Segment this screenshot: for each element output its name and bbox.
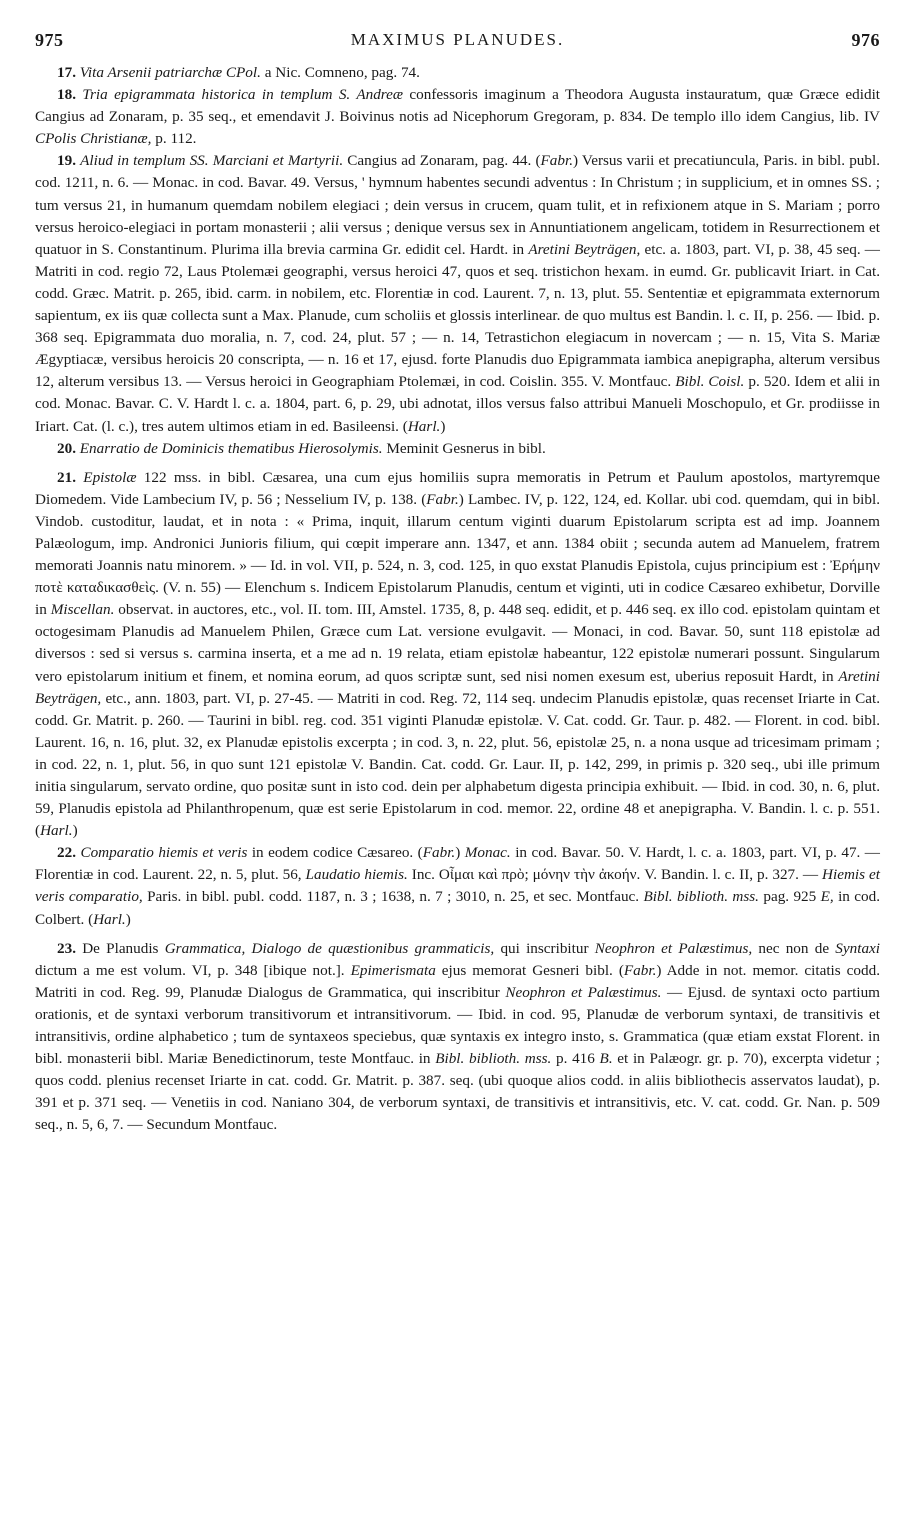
- body-text: Inc. Οἶμαι καὶ πρὸ; μόνην τὴν ἀκοήν. V. Bandin. l. c. II, p. 327. —: [407, 866, 823, 884]
- italic-title-text: Syntaxi: [835, 939, 880, 957]
- body-text: dictum a me est volum. VI, p. 348 [ibique not.].: [35, 961, 351, 979]
- italic-title-text: Epistolæ: [83, 468, 137, 486]
- entry-paragraph: [35, 62, 880, 84]
- italic-title-text: Hiemis et veris comparatio,: [35, 866, 880, 906]
- italic-title-text: Epimerismata: [350, 961, 436, 979]
- italic-title-text: Enarratio de Dominicis thematibus Hierosolymis.: [79, 439, 383, 457]
- body-text: confessoris imaginum a Theodora Augusta instauratum, quæ Græce edidit Cangius ad Zonaram, p. 35 seq., et emendavit J. Boivinus notis ad Nicephorum Gregoram, p. 834. De templo illo idem Cangius, lib. IV: [35, 86, 881, 126]
- entry-number: 23.: [57, 939, 76, 957]
- page-header: [35, 30, 880, 56]
- italic-title-text: Grammatica, Dialogo de quæstionibus grammaticis,: [164, 939, 495, 957]
- italic-title-text: Miscellan.: [50, 601, 115, 619]
- body-text: ejus memorat Gesneri bibl. (: [435, 961, 624, 979]
- italic-title-text: Fabr.: [426, 490, 459, 508]
- body-text: p. 416: [551, 1050, 600, 1068]
- italic-title-text: Neophron et Palæstimus,: [594, 939, 753, 957]
- body-text: in eodem codice Cæsareo. (: [247, 844, 423, 862]
- italic-title-text: Harl.: [407, 417, 441, 435]
- body-text: ): [125, 910, 131, 928]
- entry-number: 19.: [57, 152, 76, 170]
- italic-title-text: Fabr.: [540, 152, 573, 170]
- body-text: etc., ann. 1803, part. VI, p. 27-45. — Matriti in cod. Reg. 72, 114 seq. undecim Planudis epistolæ, quas recenset Iriarte in Cat. codd. Gr. Matrit. p. 260. — Taurini in bibl. reg. cod. 351 viginti Planudæ epistolæ. V. Cat. codd. Gr. Taur. p. 482. — Florent. in cod. bibl. Laurent. 16, n. 16, plut. 32, ex Planudæ epistolis excerpta ; in cod. 3, n. 22, plut. 56, epistolæ 25, n. a nona usque ad tricesimam primam ; in cod. 22, n. 1, plut. 56, in quo sunt 121 epistolæ V. Bandin. Cat. codd. Gr. Laur. II, p. 142, 299, in primis p. 320 seq., ubi ille primum initia singularum, servato ordine, quo positæ sunt in isto cod. dein per alphabetum digesta principia exhibuit. — Ibid. in cod. 30, n. 6, plut. 59, Planudis epistola ad Philanthropenum, quæ est serie Epistolarum in cod. memor. 22, ordine 48 et anepigrapha. V. Bandin. l. c. p. 551. (: [35, 689, 880, 840]
- body-text: ) Adde in not. memor. citatis codd. Matriti in cod. Reg. 99, Planudæ Dialogus de Grammatica, qui inscribitur: [35, 961, 880, 1001]
- italic-title-text: Bibl. biblioth. mss.: [643, 888, 759, 906]
- page-number-left: 975: [35, 30, 64, 50]
- entry-list: [35, 62, 880, 1137]
- italic-title-text: Bibl. biblioth. mss.: [435, 1050, 552, 1068]
- body-text: Meminit Gesnerus in bibl.: [382, 439, 546, 457]
- entry-number: 18.: [57, 86, 76, 104]
- body-text: in cod. Colbert. (: [35, 888, 880, 928]
- body-text: p. 112.: [151, 130, 197, 148]
- italic-title-text: E,: [820, 888, 834, 906]
- body-text: — Ejusd. de syntaxi octo partium orationis, et de syntaxi verborum transitivorum et intransitivorum. — Ibid. in cod. 95, Planudæ de verborum syntaxi, de transitivis et intransitivis, ordine alphabetico ; tum de syntaxeos speciebus, quæ syntaxis ex integro insto, s. Grammatica (quæ etiam exstat Florent. in bibl. monasterii bibl. Mariæ Benedictinorum, teste Montfauc. in: [35, 983, 880, 1068]
- entry-number: 22.: [57, 844, 76, 862]
- body-text: et in Palæogr. gr. p. 70), excerpta videtur ; quos codd. plenius recenset Iriarte in cat. codd. Gr. Matrit. p. 387. seq. (ubi quoque alios codd. in aliis bibliothecis asservatos laudat), p. 391 et p. 371 seq. — Venetiis in cod. Naniano 304, de verborum syntaxi, de transitivis et intransitivis, etc. V. cat. codd. Gr. Nan. p. 509 seq., n. 5, 6, 7. — Secundum Montfauc.: [35, 1050, 880, 1134]
- italic-title-text: Monac.: [464, 844, 511, 862]
- body-text: ): [455, 844, 465, 862]
- italic-title-text: Harl.: [93, 910, 126, 928]
- body-text: qui inscribitur: [494, 939, 595, 957]
- body-text: Cangius ad Zonaram, pag. 44. (: [343, 152, 541, 170]
- body-text: etc. a. 1803, part. VI, p. 38, 45 seq. — Matriti in cod. regio 72, Laus Ptolemæi geographi, versus heroici 47, quos et seq. tristichon hexam. in eumd. Gr. publicavit Iriart. in Cat. codd. Græc. Matrit. p. 265, ibid. carm. in nobilem, etc. Florentiæ in cod. Laurent. 7, n. 13, plut. 55. Sententiæ et epigrammata externorum sapientum, ex iis quæ collecta sunt a Max. Planude, cum scholiis et glossis interlinear. de quo multus est Bandin. l. c. II, p. 256. — Ibid. p. 368 seq. Epigrammata duo moralia, n. 7, cod. 24, plut. 57 ; — n. 14, Tetrastichon elegiacum in novercam ; — n. 15, Vita S. Mariæ Ægyptiacæ, versibus heroicis 20 conscripta, — n. 16 et 17, ejusd. forte Planudis duo Epigrammata iambica anepigrapha, alterum versibus 12, alterum versibus 13. — Versus heroici in Geographiam Ptolemæi, in cod. Coislin. 355. V. Montfauc.: [35, 240, 880, 391]
- italic-title-text: Aretini Beyträgen,: [528, 240, 641, 258]
- italic-title-text: B.: [599, 1050, 613, 1068]
- body-text: pag. 925: [758, 888, 821, 906]
- italic-title-text: Fabr.: [623, 961, 657, 979]
- italic-title-text: Bibl. Coisl.: [675, 373, 745, 391]
- page-number-right: 976: [851, 30, 880, 50]
- entry-paragraph: [35, 438, 880, 460]
- body-text: observat. in auctores, etc., vol. II. tom. III, Amstel. 1735, 8, p. 448 seq. edidit, et p. 446 seq. ex illo cod. epistolam quintam et octogesimam Planudis ad Manuelem Philen, Græce cum Lat. versione evulgavit. — Monaci, in cod. Bavar. 50, sunt 118 epistolæ ad diversos : sed si versus s. carmina inserta, et a me ad n. 19 relata, etiam epistolæ habeantur, 122 epistolæ numerari possunt. Singularum vero epistolarum initium et finem, et nomina eorum, ad quos scriptæ sunt, sed nisi nomen exesum est, uberius reposuit Hardt, in: [35, 601, 880, 685]
- italic-title-text: CPolis Christianæ,: [35, 130, 152, 148]
- body-text: a Nic. Comneno, pag. 74.: [260, 64, 420, 81]
- running-title: MAXIMUS PLANUDES.: [350, 30, 565, 49]
- body-text: 122 mss. in bibl. Cæsarea, una cum ejus homiliis supra memoratis in Petrum et Paulum apostolos, martyremque Diomedem. Vide Lambecium IV, p. 56 ; Nesselium IV, p. 138. (: [35, 468, 880, 508]
- italic-title-text: Vita Arsenii patriarchæ CPol.: [79, 64, 261, 81]
- entry-paragraph: [35, 842, 880, 930]
- entry-number: 17.: [57, 64, 76, 81]
- italic-title-text: Neophron et Palæstimus.: [505, 983, 662, 1001]
- body-text: ) Lambec. IV, p. 122, 124, ed. Kollar. ubi cod. quemdam, qui in bibl. Vindob. custoditur, laudat, et in nota : « Prima, inquit, illarum centum viginti duarum Epistolarum scripta est ad imp. Joannem Palæologum, imp. Andronici Junioris filium, qui cœpit imperare ann. 1347, et ann. 1384 obiit ; secunda autem ad Manuelem, fratrem memorati Joannis natu minorem. » — Id. in vol. VII, p. 524, n. 3, cod. 125, in quo exstat Planudis Epistola, cujus principium est : Ἐρήμην ποτὲ καταδικασθεὶς. (V. n. 55) — Elenchum s. Indicem Epistolarum Planudis, centum et viginti, uti in codice Cæsareo exhibetur, Dorville in: [35, 490, 880, 619]
- body-text: nec non de: [752, 939, 836, 957]
- entry-paragraph: [35, 150, 880, 437]
- entry-number: 20.: [57, 439, 76, 457]
- italic-title-text: Aretini Beyträgen,: [35, 667, 880, 707]
- italic-title-text: Tria epigrammata historica in templum S. Andreæ: [82, 86, 404, 104]
- body-text: Paris. in bibl. publ. codd. 1187, n. 3 ; 1638, n. 7 ; 3010, n. 25, et sec. Montfauc.: [142, 888, 644, 906]
- body-text: p. 520. Idem et alii in cod. Monac. Bavar. C. V. Hardt l. c. a. 1804, part. 6, p. 29, ubi adnotat, illos versus falso attribui Manueli Moschopulo, et Gr. prodiisse in Iriart. Cat. (l. c.), tres autem ultimos etiam in ed. Basileensi. (: [35, 373, 880, 435]
- italic-title-text: Fabr.: [422, 844, 456, 862]
- italic-title-text: Laudatio hiemis.: [305, 866, 408, 884]
- body-text: in cod. Bavar. 50. V. Hardt, l. c. a. 1803, part. VI, p. 47. — Florentiæ in cod. Laurent. 22, n. 5, plut. 56,: [35, 844, 880, 884]
- entry-paragraph: [35, 467, 880, 843]
- italic-title-text: Aliud in templum SS. Marciani et Martyrii.: [80, 152, 344, 170]
- italic-title-text: Comparatio hiemis et veris: [80, 844, 248, 862]
- entry-paragraph: [35, 938, 880, 1137]
- entry-number: 21.: [57, 468, 76, 486]
- body-text: ): [440, 417, 446, 435]
- body-text: ): [72, 822, 78, 840]
- body-text: ) Versus varii et precatiuncula, Paris. in bibl. publ. cod. 1211, n. 6. — Monac. in cod. Bavar. 49. Versus, ' hymnum habentes secundi adventus : In Christum ; in supplicium, et in omnes SS. ; tum versus 21, in humanum quemdam nobilem elegiaci ; dein versus in crucem, quam tulit, et in refixionem atque in S. Mariam ; porro versus heroico-elegiaci in portam monasterii ; alii versus ; denique versus sex in Annuntiationem angelicam, totidem in Resurrectionem et quatuor in S. Constantinum. Plurima illa brevia carmina Gr. edidit cel. Hardt. in: [35, 152, 880, 258]
- entry-paragraph: [35, 84, 880, 150]
- italic-title-text: Harl.: [40, 822, 73, 840]
- body-text: De Planudis: [82, 939, 165, 957]
